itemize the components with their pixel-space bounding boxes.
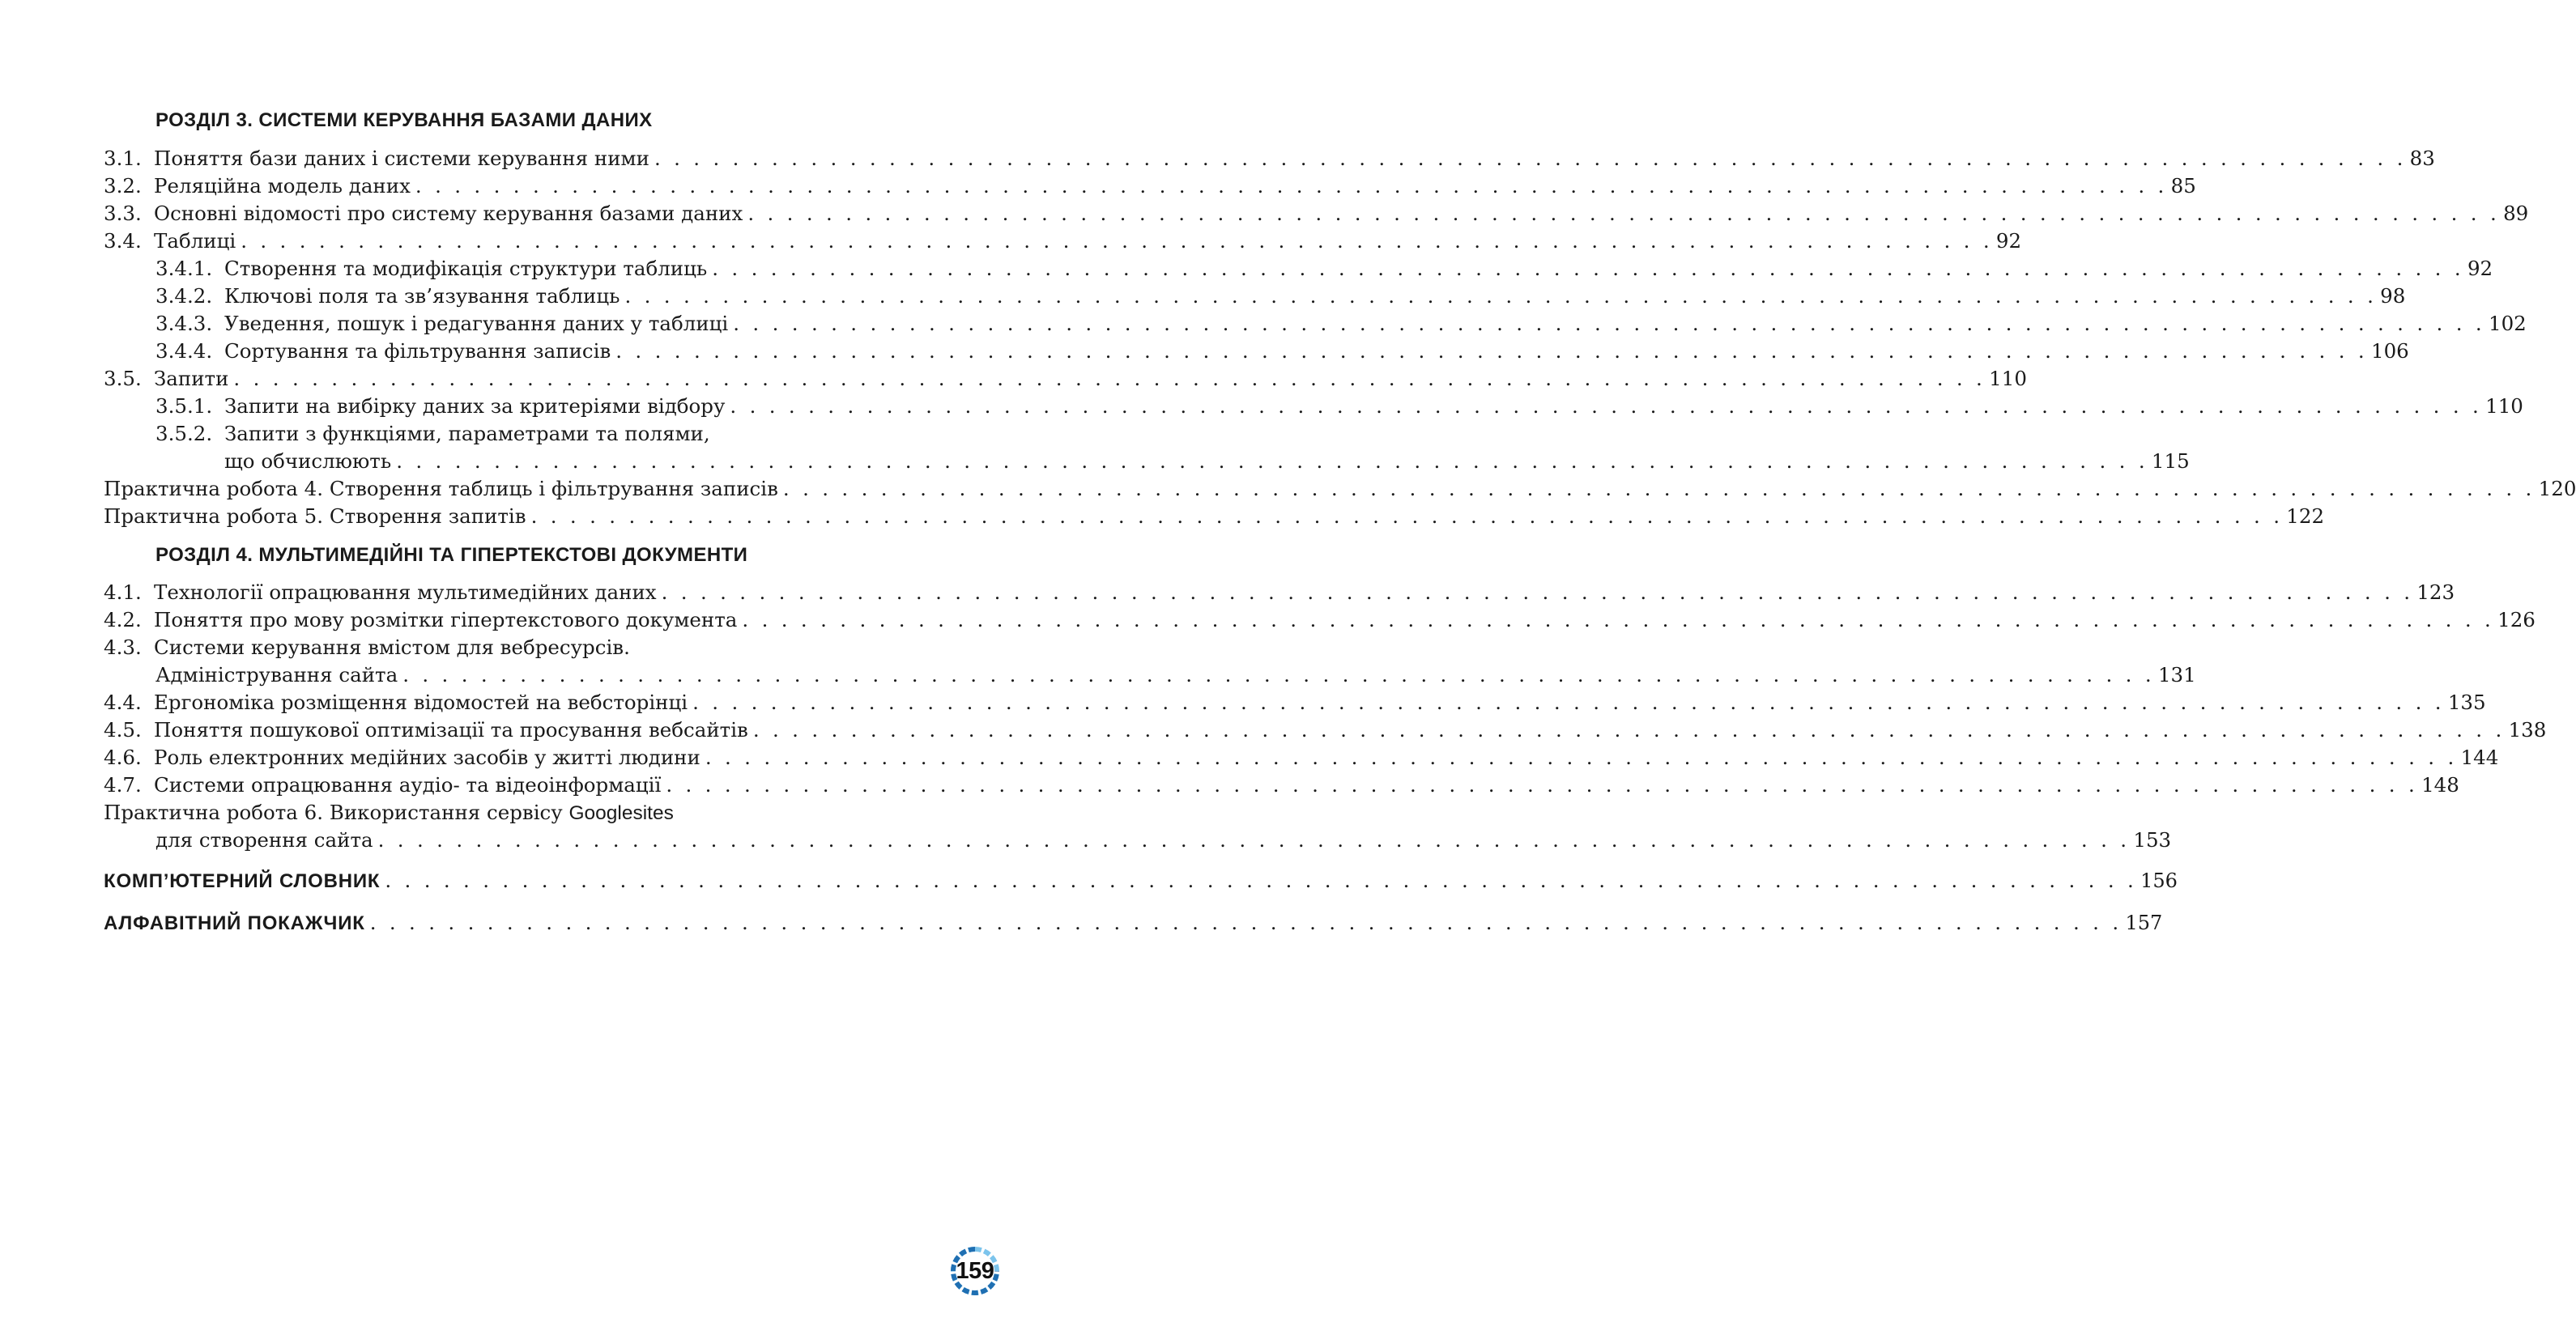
entry-title: Ключові поля та зв’язування таблиць	[224, 284, 620, 308]
entry-title-continuation: що обчислюють	[224, 449, 392, 473]
entry-number: 4.5.	[104, 718, 142, 742]
entry-number: 3.4.	[104, 229, 142, 253]
toc-entry-3-2[interactable]	[104, 172, 2196, 201]
entry-number: 4.6.	[104, 746, 142, 769]
entry-page: 156	[2140, 869, 2178, 892]
entry-title: Таблиці	[154, 229, 236, 253]
toc-entry-practical-5[interactable]	[104, 502, 2325, 531]
leader-dots: . . . . . . . . . . . . . . . . . . . . . . . . . . . . . . . . . . . . . . . . . . . . . . . . . . . . . . . . . . . . . . . . . . . . . . . . . . . . . . . . . . . . . . . . . .	[402, 663, 2155, 687]
entry-page: 126	[2497, 608, 2536, 631]
service-name: Googlesites	[568, 802, 674, 824]
entry-title: КОМП’ЮТЕРНИЙ СЛОВНИК	[104, 870, 381, 892]
leader-dots: . . . . . . . . . . . . . . . . . . . . . . . . . . . . . . . . . . . . . . . . . . . . . . . . . . . . . . . . . . . . . . . . . . . . . . . . . . . . . . . . . . . . . . . . . .	[782, 477, 2536, 500]
entry-page: 144	[2460, 746, 2499, 769]
entry-number: 3.4.3.	[155, 312, 213, 335]
entry-title: Уведення, пошук і редагування даних у таблиці	[224, 312, 729, 335]
entry-number: 3.1.	[104, 147, 142, 170]
entry-title: Сортування та фільтрування записів	[224, 339, 611, 363]
entry-number: 3.3.	[104, 202, 142, 225]
toc-entry-practical-6-cont[interactable]	[104, 826, 2172, 855]
toc-entry-4-3[interactable]	[104, 633, 954, 662]
toc-entry-glossary[interactable]	[104, 866, 2178, 895]
entry-title-continuation: Адміністрування сайта	[155, 663, 398, 687]
toc-entry-3-5-1[interactable]	[104, 392, 2523, 421]
toc-entry-3-4-4[interactable]	[104, 337, 2409, 366]
leader-dots: . . . . . . . . . . . . . . . . . . . . . . . . . . . . . . . . . . . . . . . . . . . . . . . . . . . . . . . . . . . . . . . . . . . . . . . . . . . . . . . . . . . . . . . . . .	[369, 911, 2123, 934]
leader-dots: . . . . . . . . . . . . . . . . . . . . . . . . . . . . . . . . . . . . . . . . . . . . . . . . . . . . . . . . . . . . . . . . . . . . . . . . . . . . . . . . . . . . . . . . . .	[692, 691, 2445, 714]
toc-entry-3-1[interactable]	[104, 144, 2435, 173]
entry-title: Роль електронних медійних засобів у житті людини	[154, 746, 700, 769]
section-3-heading: РОЗДІЛ 3. СИСТЕМИ КЕРУВАННЯ БАЗАМИ ДАНИХ	[155, 109, 653, 131]
entry-number: 3.2.	[104, 174, 142, 198]
entry-page: 102	[2488, 312, 2527, 335]
entry-title: Системи опрацювання аудіо- та відеоінформації	[154, 773, 662, 797]
entry-page: 120	[2538, 477, 2576, 500]
toc-entry-4-6[interactable]	[104, 743, 2499, 772]
entry-title: Практична робота 4. Створення таблиць і фільтрування записів	[104, 477, 778, 500]
leader-dots: . . . . . . . . . . . . . . . . . . . . . . . . . . . . . . . . . . . . . . . . . . . . . . . . . . . . . . . . . . . . . . . . . . . . . . . . . . . . . . . . . . . . . . . . . .	[233, 367, 1986, 390]
entry-title-text: Практична робота 6. Використання сервісу	[104, 801, 569, 824]
entry-page: 85	[2170, 174, 2196, 198]
toc-entry-3-5-2[interactable]	[104, 419, 954, 448]
toc-entry-practical-4[interactable]	[104, 474, 2576, 504]
page-number: 159	[956, 1257, 994, 1284]
entry-title: Реляційна модель даних	[154, 174, 411, 198]
entry-title: АЛФАВІТНИЙ ПОКАЖЧИК	[104, 912, 365, 934]
entry-page: 106	[2370, 339, 2409, 363]
entry-page: 148	[2421, 773, 2459, 797]
entry-title: Поняття про мову розмітки гіпертекстового документа	[154, 608, 738, 631]
leader-dots: . . . . . . . . . . . . . . . . . . . . . . . . . . . . . . . . . . . . . . . . . . . . . . . . . . . . . . . . . . . . . . . . . . . . . . . . . . . . . . . . . . . . . . . . . .	[705, 746, 2458, 769]
entry-page: 89	[2503, 202, 2529, 225]
entry-number: 3.4.1.	[155, 257, 213, 280]
leader-dots: . . . . . . . . . . . . . . . . . . . . . . . . . . . . . . . . . . . . . . . . . . . . . . . . . . . . . . . . . . . . . . . . . . . . . . . . . . . . . . . . . . . . . . . . . .	[730, 394, 2483, 418]
toc-entry-3-3[interactable]	[104, 199, 2529, 228]
entry-title: Практична робота 5. Створення запитів	[104, 504, 526, 528]
toc-entry-4-4[interactable]	[104, 688, 2486, 717]
entry-page: 83	[2409, 147, 2435, 170]
entry-number: 4.2.	[104, 608, 142, 631]
entry-page: 122	[2286, 504, 2325, 528]
entry-title: Поняття бази даних і системи керування ними	[154, 147, 649, 170]
entry-page: 92	[1995, 229, 2022, 253]
leader-dots: . . . . . . . . . . . . . . . . . . . . . . . . . . . . . . . . . . . . . . . . . . . . . . . . . . . . . . . . . . . . . . . . . . . . . . . . . . . . . . . . . . . . . . . . . .	[747, 202, 2501, 225]
entry-title: Створення та модифікація структури таблиць	[224, 257, 708, 280]
leader-dots: . . . . . . . . . . . . . . . . . . . . . . . . . . . . . . . . . . . . . . . . . . . . . . . . . . . . . . . . . . . . . . . . . . . . . . . . . . . . . . . . . . . . . . . . . .	[530, 504, 2284, 528]
entry-page: 135	[2447, 691, 2486, 714]
entry-page: 115	[2151, 449, 2190, 473]
leader-dots: . . . . . . . . . . . . . . . . . . . . . . . . . . . . . . . . . . . . . . . . . . . . . . . . . . . . . . . . . . . . . . . . . . . . . . . . . . . . . . . . . . . . . . . . . .	[624, 284, 2378, 308]
entry-page: 110	[1989, 367, 2027, 390]
entry-title	[104, 798, 674, 828]
leader-dots: . . . . . . . . . . . . . . . . . . . . . . . . . . . . . . . . . . . . . . . . . . . . . . . . . . . . . . . . . . . . . . . . . . . . . . . . . . . . . . . . . . . . . . . . . .	[396, 449, 2148, 473]
leader-dots: . . . . . . . . . . . . . . . . . . . . . . . . . . . . . . . . . . . . . . . . . . . . . . . . . . . . . . . . . . . . . . . . . . . . . . . . . . . . . . . . . . . . . . . . . .	[742, 608, 2495, 631]
entry-number: 3.5.1.	[155, 394, 213, 418]
entry-number: 3.4.4.	[155, 339, 213, 363]
entry-title: Запити з функціями, параметрами та полями,	[224, 422, 710, 445]
leader-dots: . . . . . . . . . . . . . . . . . . . . . . . . . . . . . . . . . . . . . . . . . . . . . . . . . . . . . . . . . . . . . . . . . . . . . . . . . . . . . . . . . . . . . . . . . .	[385, 869, 2138, 892]
entry-title: Запити на вибірку даних за критеріями відбору	[224, 394, 726, 418]
entry-number: 4.7.	[104, 773, 142, 797]
toc-entry-4-1[interactable]	[104, 578, 2455, 607]
toc-entry-practical-6[interactable]	[104, 798, 954, 827]
toc-entry-3-4-2[interactable]	[104, 282, 2406, 311]
toc-entry-3-4-3[interactable]	[104, 309, 2527, 338]
entry-page: 131	[2157, 663, 2196, 687]
entry-number: 4.1.	[104, 580, 142, 604]
entry-page: 123	[2416, 580, 2455, 604]
entry-title: Основні відомості про систему керування базами даних	[154, 202, 743, 225]
entry-title: Технології опрацювання мультимедійних даних	[154, 580, 657, 604]
leader-dots: . . . . . . . . . . . . . . . . . . . . . . . . . . . . . . . . . . . . . . . . . . . . . . . . . . . . . . . . . . . . . . . . . . . . . . . . . . . . . . . . . . . . . . . . . .	[752, 718, 2506, 742]
entry-page: 153	[2133, 828, 2172, 852]
entry-title: Системи керування вмістом для вебресурсів.	[154, 635, 630, 659]
entry-title-continuation: для створення сайта	[155, 828, 373, 852]
entry-title: Ергономіка розміщення відомостей на вебсторінці	[154, 691, 688, 714]
leader-dots: . . . . . . . . . . . . . . . . . . . . . . . . . . . . . . . . . . . . . . . . . . . . . . . . . . . . . . . . . . . . . . . . . . . . . . . . . . . . . . . . . . . . . . . . . .	[615, 339, 2368, 363]
page-number-badge	[949, 1245, 1001, 1297]
entry-page: 98	[2380, 284, 2406, 308]
entry-page: 92	[2467, 257, 2493, 280]
toc-entry-4-7[interactable]	[104, 771, 2459, 800]
leader-dots: . . . . . . . . . . . . . . . . . . . . . . . . . . . . . . . . . . . . . . . . . . . . . . . . . . . . . . . . . . . . . . . . . . . . . . . . . . . . . . . . . . . . . . . . . .	[241, 229, 1993, 253]
entry-number: 4.3.	[104, 635, 142, 659]
leader-dots: . . . . . . . . . . . . . . . . . . . . . . . . . . . . . . . . . . . . . . . . . . . . . . . . . . . . . . . . . . . . . . . . . . . . . . . . . . . . . . . . . . . . . . . . . .	[377, 828, 2131, 852]
section-4-heading: РОЗДІЛ 4. МУЛЬТИМЕДІЙНІ ТА ГІПЕРТЕКСТОВІ ДОКУМЕНТИ	[155, 544, 748, 566]
toc-entry-3-4[interactable]	[104, 227, 2022, 256]
toc-entry-3-5[interactable]	[104, 364, 2027, 393]
leader-dots: . . . . . . . . . . . . . . . . . . . . . . . . . . . . . . . . . . . . . . . . . . . . . . . . . . . . . . . . . . . . . . . . . . . . . . . . . . . . . . . . . . . . . . . . . .	[661, 580, 2414, 604]
toc-entry-index[interactable]	[104, 908, 2163, 937]
entry-title: Поняття пошукової оптимізації та просування вебсайтів	[154, 718, 748, 742]
toc-entry-3-5-2-cont[interactable]	[104, 447, 2190, 476]
toc-entry-4-5[interactable]	[104, 716, 2547, 745]
entry-number: 3.5.	[104, 367, 142, 390]
entry-page: 110	[2485, 394, 2523, 418]
leader-dots: . . . . . . . . . . . . . . . . . . . . . . . . . . . . . . . . . . . . . . . . . . . . . . . . . . . . . . . . . . . . . . . . . . . . . . . . . . . . . . . . . . . . . . . . . .	[415, 174, 2168, 198]
entry-number: 4.4.	[104, 691, 142, 714]
entry-title: Запити	[154, 367, 229, 390]
entry-page: 138	[2508, 718, 2547, 742]
entry-number: 3.4.2.	[155, 284, 213, 308]
toc-entry-4-3-cont[interactable]	[104, 661, 2196, 690]
leader-dots: . . . . . . . . . . . . . . . . . . . . . . . . . . . . . . . . . . . . . . . . . . . . . . . . . . . . . . . . . . . . . . . . . . . . . . . . . . . . . . . . . . . . . . . . . .	[733, 312, 2485, 335]
entry-number: 3.5.2.	[155, 422, 213, 445]
leader-dots: . . . . . . . . . . . . . . . . . . . . . . . . . . . . . . . . . . . . . . . . . . . . . . . . . . . . . . . . . . . . . . . . . . . . . . . . . . . . . . . . . . . . . . . . . .	[666, 773, 2419, 797]
toc-entry-3-4-1[interactable]	[104, 254, 2493, 283]
leader-dots: . . . . . . . . . . . . . . . . . . . . . . . . . . . . . . . . . . . . . . . . . . . . . . . . . . . . . . . . . . . . . . . . . . . . . . . . . . . . . . . . . . . . . . . . . .	[712, 257, 2464, 280]
leader-dots: . . . . . . . . . . . . . . . . . . . . . . . . . . . . . . . . . . . . . . . . . . . . . . . . . . . . . . . . . . . . . . . . . . . . . . . . . . . . . . . . . . . . . . . . . .	[654, 147, 2407, 170]
toc-entry-4-2[interactable]	[104, 606, 2536, 635]
entry-page: 157	[2125, 912, 2163, 934]
